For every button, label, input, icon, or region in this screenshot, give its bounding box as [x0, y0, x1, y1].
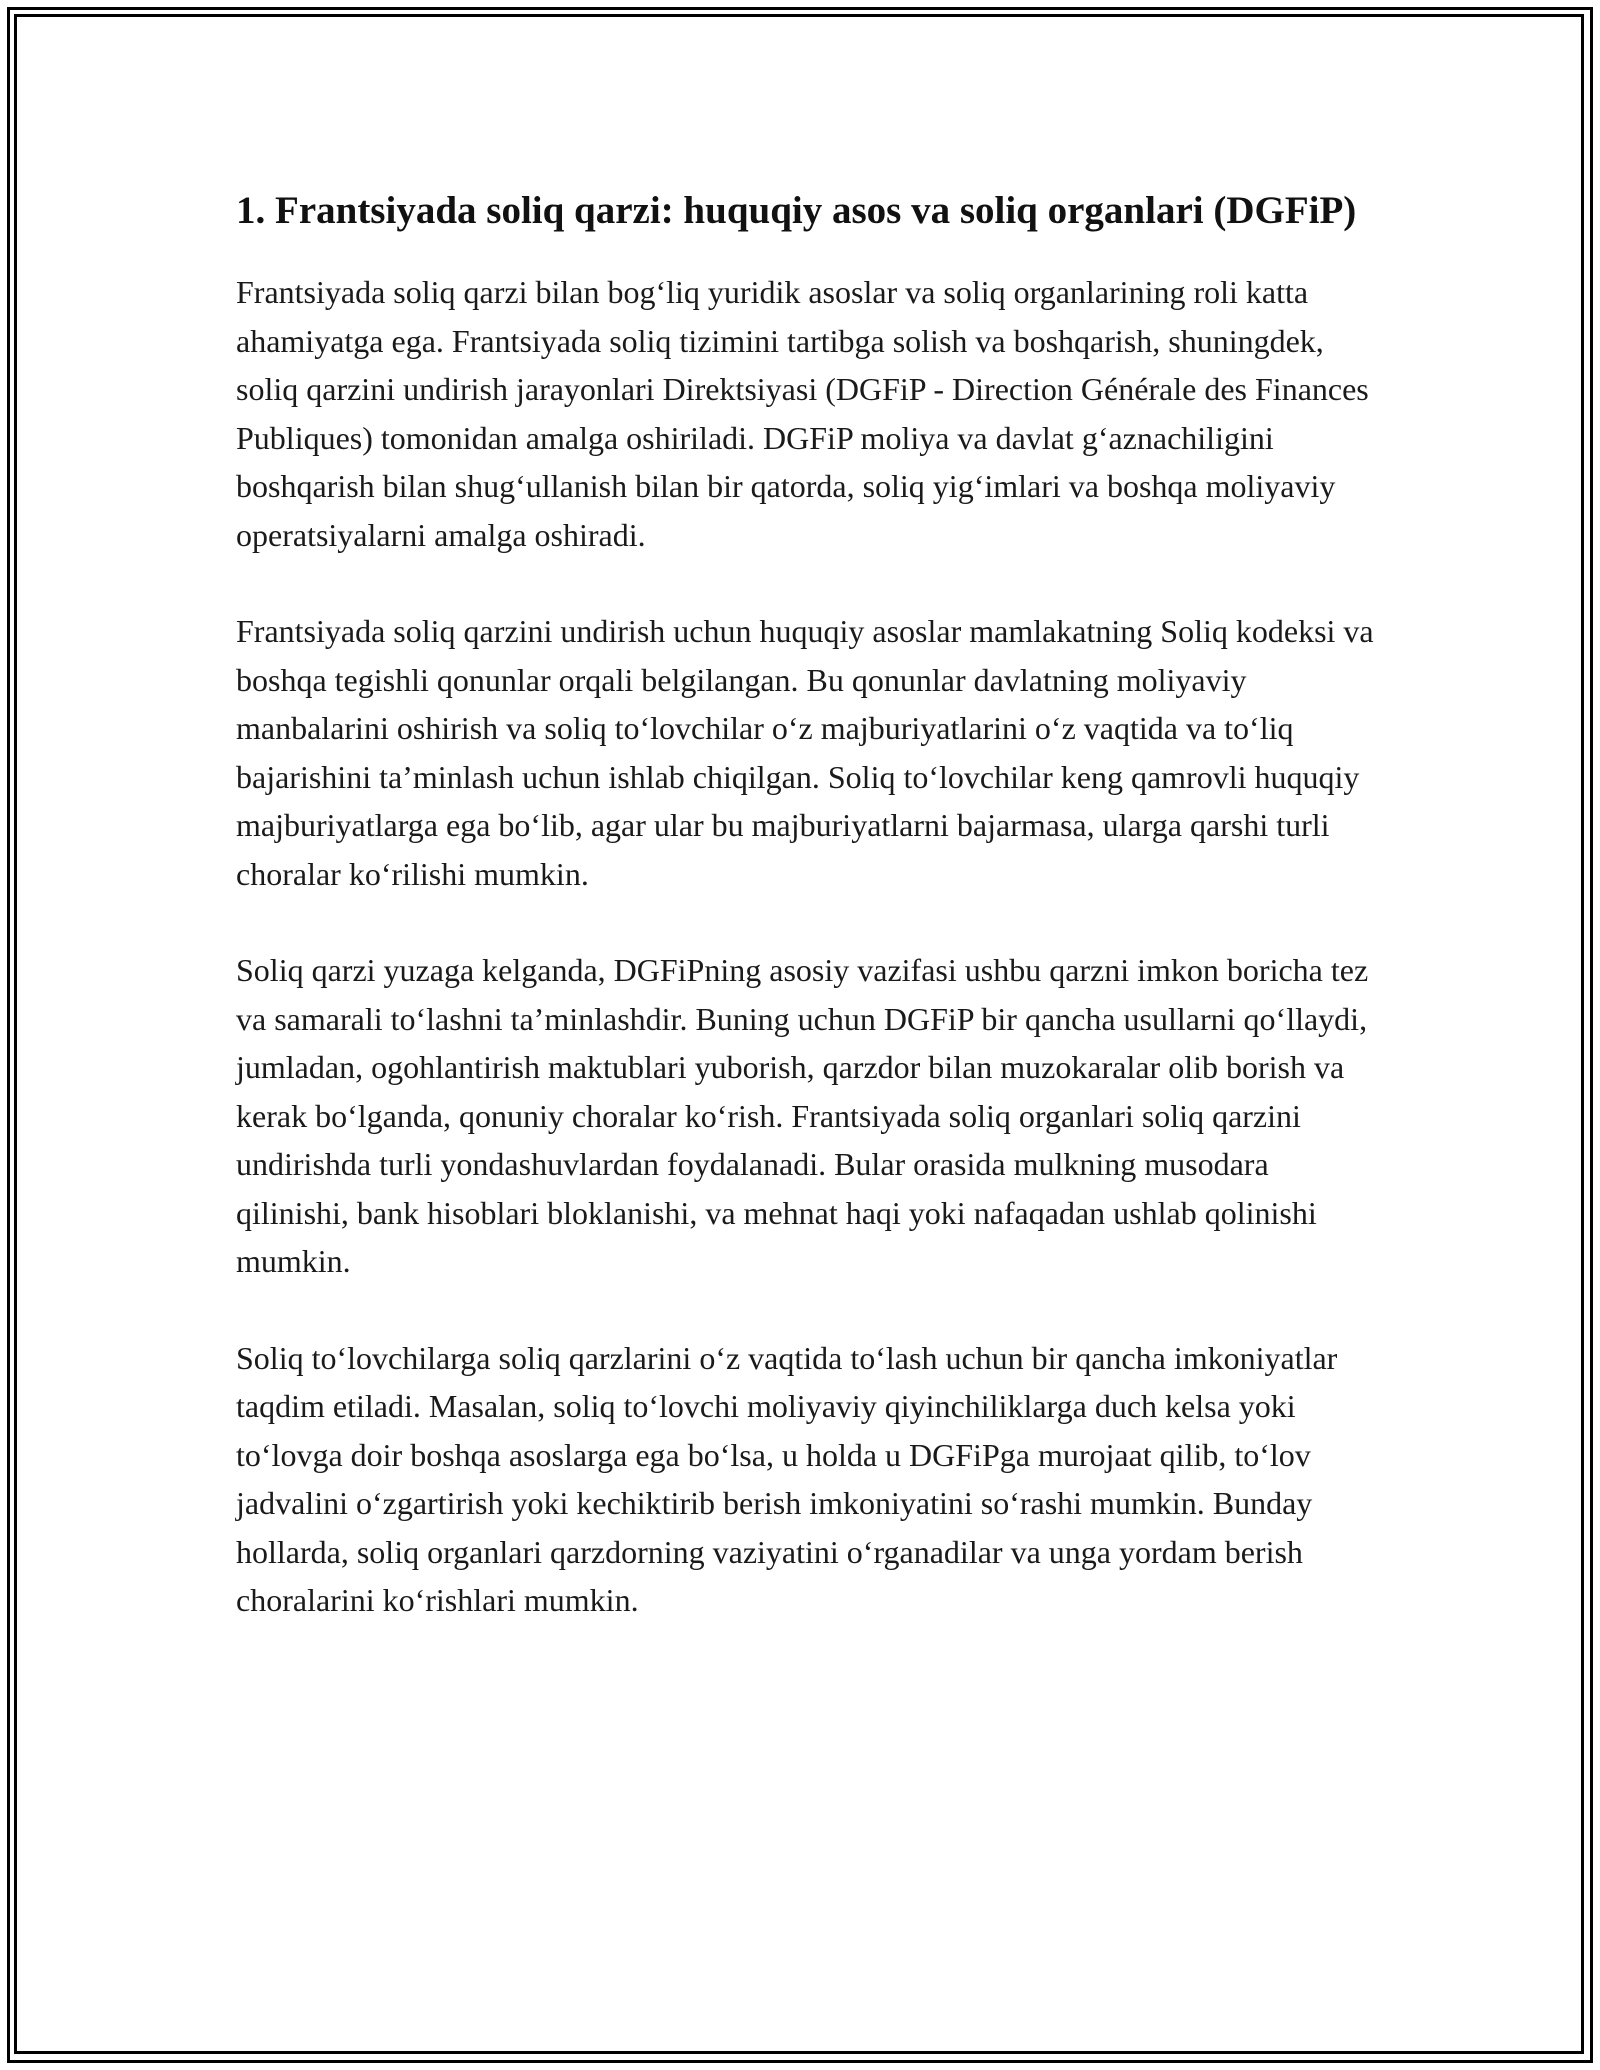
paragraph-3: Soliq qarzi yuzaga kelganda, DGFiPning asosiy vazifasi ushbu qarzni imkon boricha tez va samarali to‘lashni ta’minlashdir. Buning uchun DGFiP bir qancha usullarni qo‘llaydi, jumladan, ogohlantirish maktublari yuborish, qarzdor bilan muzokaralar olib borish va kerak bo‘lganda, qonuniy choralar ko‘rish. Frantsiyada soliq organlari soliq qarzini undirishda turli yondashuvlardan foydalanadi. Bular orasida mulkning musodara qilinishi, bank hisoblari bloklanishi, va mehnat haqi yoki nafaqadan ushlab qolinishi mumkin.: [236, 952, 1369, 1279]
document-body: [236, 186, 1376, 1625]
paragraph-2: Frantsiyada soliq qarzini undirish uchun huquqiy asoslar mamlakatning Soliq kodeksi va boshqa tegishli qonunlar orqali belgilangan. Bu qonunlar davlatning moliyaviy manbalarini oshirish va soliq to‘lovchilar o‘z majburiyatlarini o‘z vaqtida va to‘liq bajarishini ta’minlash uchun ishlab chiqilgan. Soliq to‘lovchilar keng qamrovli huquqiy majburiyatlarga ega bo‘lib, agar ular bu majburiyatlarni bajarmasa, ularga qarshi turli choralar ko‘rilishi mumkin.: [236, 613, 1374, 892]
section-heading: 1. Frantsiyada soliq qarzi: huquqiy asos va soliq organlari (DGFiP): [236, 189, 1357, 232]
paragraph-4: Soliq to‘lovchilarga soliq qarzlarini o‘z vaqtida to‘lash uchun bir qancha imkoniyatlar taqdim etiladi. Masalan, soliq to‘lovchi moliyaviy qiyinchiliklarga duch kelsa yoki to‘lovga doir boshqa asoslarga ega bo‘lsa, u holda u DGFiPga murojaat qilib, to‘lov jadvalini o‘zgartirish yoki kechiktirib berish imkoniyatini so‘rashi mumkin. Bunday hollarda, soliq organlari qarzdorning vaziyatini o‘rganadilar va unga yordam berish choralarini ko‘rishlari mumkin.: [236, 1339, 1338, 1618]
paragraph-1: Frantsiyada soliq qarzi bilan bog‘liq yuridik asoslar va soliq organlarining roli katta ahamiyatga ega. Frantsiyada soliq tizimini tartibga solish va boshqarish, shuningdek, soliq qarzini undirish jarayonlari Direktsiyasi (DGFiP - Direction Générale des Finances Publiques) tomonidan amalga oshiriladi. DGFiP moliya va davlat g‘aznachiligini boshqarish bilan shug‘ullanish bilan bir qatorda, soliq yig‘imlari va boshqa moliyaviy operatsiyalarni amalga oshiradi.: [236, 274, 1369, 553]
